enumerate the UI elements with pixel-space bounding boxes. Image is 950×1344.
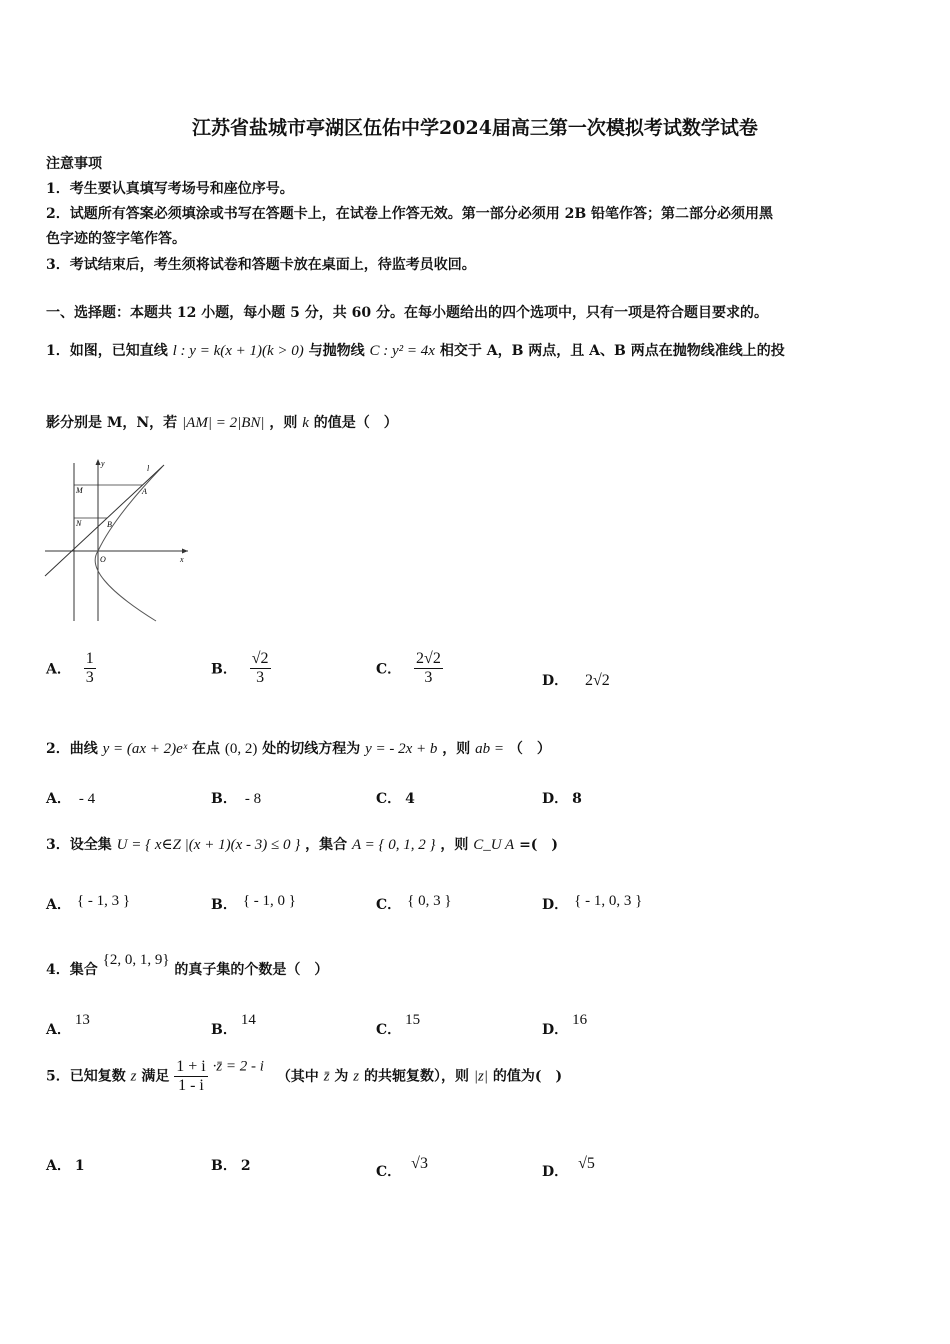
q5-z: z xyxy=(130,1068,137,1085)
q5-option-a xyxy=(46,1155,85,1175)
option-value: 2√2 xyxy=(585,672,610,689)
point-m-label: M xyxy=(76,486,83,495)
q3-option-c xyxy=(376,893,452,914)
q5-option-d xyxy=(542,1155,595,1181)
q2-option-c xyxy=(376,788,415,808)
line-l-label: l xyxy=(147,464,150,473)
q3-universal-set: U = { x∈Z |(x + 1)(x - 3) ≤ 0 } xyxy=(116,837,301,853)
q5-z: z xyxy=(353,1068,360,1085)
option-letter: A． xyxy=(46,1022,71,1038)
q1-line-equation: l : y = k(x + 1)(k > 0) xyxy=(172,343,304,359)
option-letter: B． xyxy=(211,1158,237,1174)
q4-option-a xyxy=(46,1012,90,1039)
question-2 xyxy=(46,738,551,758)
q2-text: 2．曲线 xyxy=(46,741,98,757)
option-value: 2 xyxy=(240,1158,251,1174)
q5-option-c xyxy=(376,1155,428,1181)
denominator: 3 xyxy=(85,669,94,686)
option-value: 8 xyxy=(572,791,582,807)
option-letter: D． xyxy=(542,897,569,913)
q5-zbar: z̄ xyxy=(323,1068,330,1085)
option-letter: D． xyxy=(542,1022,569,1038)
q3-option-a xyxy=(46,893,130,914)
q5-abs-z: |z| xyxy=(473,1068,488,1085)
q2-point: (0, 2) xyxy=(224,741,258,757)
denominator: 1 - i xyxy=(178,1077,204,1094)
parabola-curve xyxy=(95,467,162,621)
q1-text: 相交于 A，B 两点，且 A、B 两点在抛物线准线上的投 xyxy=(439,343,785,359)
denominator: 3 xyxy=(256,669,265,686)
q5-text: 5．已知复数 xyxy=(46,1068,126,1085)
option-value: 15 xyxy=(405,1012,421,1028)
q1-option-d xyxy=(542,670,610,690)
notice-item: 色字迹的签字笔作答。 xyxy=(46,231,186,247)
q4-text: 4．集合 xyxy=(46,962,98,978)
option-value: 1 xyxy=(74,1158,85,1174)
q3-text: ，集合 xyxy=(305,837,348,853)
q2-option-b xyxy=(211,788,261,808)
q2-text: 在点 xyxy=(191,741,220,757)
q1-option-c xyxy=(376,650,443,687)
option-letter: B． xyxy=(211,791,237,807)
numerator: 1 xyxy=(85,650,94,667)
q1-figure xyxy=(40,455,195,625)
option-value: 13 xyxy=(74,1012,90,1028)
option-letter: B． xyxy=(211,661,237,678)
q1-option-b xyxy=(211,650,271,687)
notice-item: 1．考生要认真填写考场号和座位序号。 xyxy=(46,181,294,197)
q5-text: 满足 xyxy=(141,1068,170,1085)
q5-fraction xyxy=(174,1058,207,1095)
q3-option-d xyxy=(542,893,642,914)
q4-option-c xyxy=(376,1012,420,1039)
numerator: 2√2 xyxy=(416,650,441,667)
option-letter: C． xyxy=(376,1022,402,1038)
option-letter: C． xyxy=(376,661,402,678)
q2-text: （ ） xyxy=(508,741,551,757)
section-heading: 一、选择题：本题共 12 小题，每小题 5 分，共 60 分。在每小题给出的四个选项中，只有一项是符合题目要求的。 xyxy=(46,305,768,321)
option-letter: A． xyxy=(46,1158,71,1174)
q5-option-b xyxy=(211,1155,251,1175)
q5-text: 的值为( ) xyxy=(492,1068,563,1085)
notice-item: 3．考试结束后，考生须将试卷和答题卡放在桌面上，待监考员收回。 xyxy=(46,257,476,273)
q1-curve-equation: C : y² = 4x xyxy=(369,343,435,359)
q1-text: 1．如图，已知直线 xyxy=(46,343,168,359)
x-axis-arrow-icon xyxy=(182,549,188,554)
option-value: - 4 xyxy=(78,791,96,807)
q1-text: ，则 xyxy=(269,415,298,431)
q1-text: 影分别是 M，N，若 xyxy=(46,415,178,431)
option-letter: D． xyxy=(542,1164,569,1180)
option-value: √3 xyxy=(411,1155,428,1172)
q3-text: =( ) xyxy=(519,837,559,853)
q4-option-d xyxy=(542,1012,587,1039)
q2-option-a xyxy=(46,788,95,808)
question-1-line-2 xyxy=(46,412,398,432)
notice-heading: 注意事项 xyxy=(46,156,102,172)
x-axis-label: x xyxy=(180,555,184,564)
q5-text: 为 xyxy=(334,1068,349,1085)
question-3 xyxy=(46,834,558,854)
option-letter: C． xyxy=(376,897,402,913)
q3-set-a: A = { 0, 1, 2 } xyxy=(351,837,436,853)
option-value: { - 1, 0 } xyxy=(242,893,296,909)
q4-set: {2, 0, 1, 9} xyxy=(102,952,170,968)
denominator: 3 xyxy=(424,669,433,686)
option-value: 16 xyxy=(572,1012,588,1028)
q4-text: 的真子集的个数是（ ） xyxy=(174,962,329,978)
q3-option-b xyxy=(211,893,296,914)
q1-condition: |AM| = 2|BN| xyxy=(182,415,265,431)
point-a-label: A xyxy=(142,487,147,496)
q5-rhs: ·z̄ = 2 - i xyxy=(212,1058,264,1075)
fraction xyxy=(414,650,443,687)
origin-label: O xyxy=(100,555,106,564)
q1-text: 的值是（ ） xyxy=(313,415,398,431)
fraction xyxy=(84,650,96,687)
q2-text: ，则 xyxy=(442,741,471,757)
option-letter: A． xyxy=(46,791,71,807)
q5-text: 的共轭复数），则 xyxy=(364,1068,469,1085)
option-value: 14 xyxy=(240,1012,256,1028)
option-value: - 8 xyxy=(244,791,262,807)
question-5 xyxy=(46,1058,562,1095)
q1-option-a xyxy=(46,650,96,687)
option-value: 4 xyxy=(405,791,415,807)
q4-option-b xyxy=(211,1012,256,1039)
option-letter: A． xyxy=(46,897,71,913)
q3-complement: C_U A xyxy=(473,837,515,853)
question-4 xyxy=(46,952,328,979)
q2-ab: ab = xyxy=(475,741,505,757)
notice-item: 2．试题所有答案必须填涂或书写在答题卡上，在试卷上作答无效。第一部分必须用 2B 铅笔作答；第二部分必须用黑 xyxy=(46,206,774,222)
option-letter: C． xyxy=(376,791,402,807)
question-1-line-1 xyxy=(46,340,785,360)
point-b-label: B xyxy=(107,520,112,529)
option-letter: B． xyxy=(211,1022,237,1038)
option-letter: B． xyxy=(211,897,237,913)
option-letter: C． xyxy=(376,1164,402,1180)
q1-text: 与抛物线 xyxy=(308,343,365,359)
fraction xyxy=(250,650,271,687)
option-value: √5 xyxy=(578,1155,595,1172)
option-letter: D． xyxy=(542,791,569,807)
q2-curve-equation: y = (ax + 2)eˣ xyxy=(102,741,188,757)
q3-text: 3．设全集 xyxy=(46,837,112,853)
numerator: 1 + i xyxy=(176,1058,206,1075)
point-n-label: N xyxy=(76,519,82,528)
numerator: √2 xyxy=(251,650,269,667)
y-axis-label: y xyxy=(101,459,105,468)
q2-option-d xyxy=(542,788,582,808)
option-value: { 0, 3 } xyxy=(407,893,452,909)
option-value: { - 1, 3 } xyxy=(76,893,131,909)
q2-text: 处的切线方程为 xyxy=(262,741,361,757)
q3-text: ，则 xyxy=(440,837,469,853)
option-value: { - 1, 0, 3 } xyxy=(574,893,643,909)
option-letter: A． xyxy=(46,661,71,678)
page-title: 江苏省盐城市亭湖区伍佑中学2024届高三第一次模拟考试数学试卷 xyxy=(192,117,758,139)
q5-text: （其中 xyxy=(276,1068,319,1085)
y-axis-arrow-icon xyxy=(96,459,101,465)
option-letter: D． xyxy=(542,673,569,689)
q1-k: k xyxy=(302,415,309,431)
q2-tangent-equation: y = - 2x + b xyxy=(365,741,438,757)
